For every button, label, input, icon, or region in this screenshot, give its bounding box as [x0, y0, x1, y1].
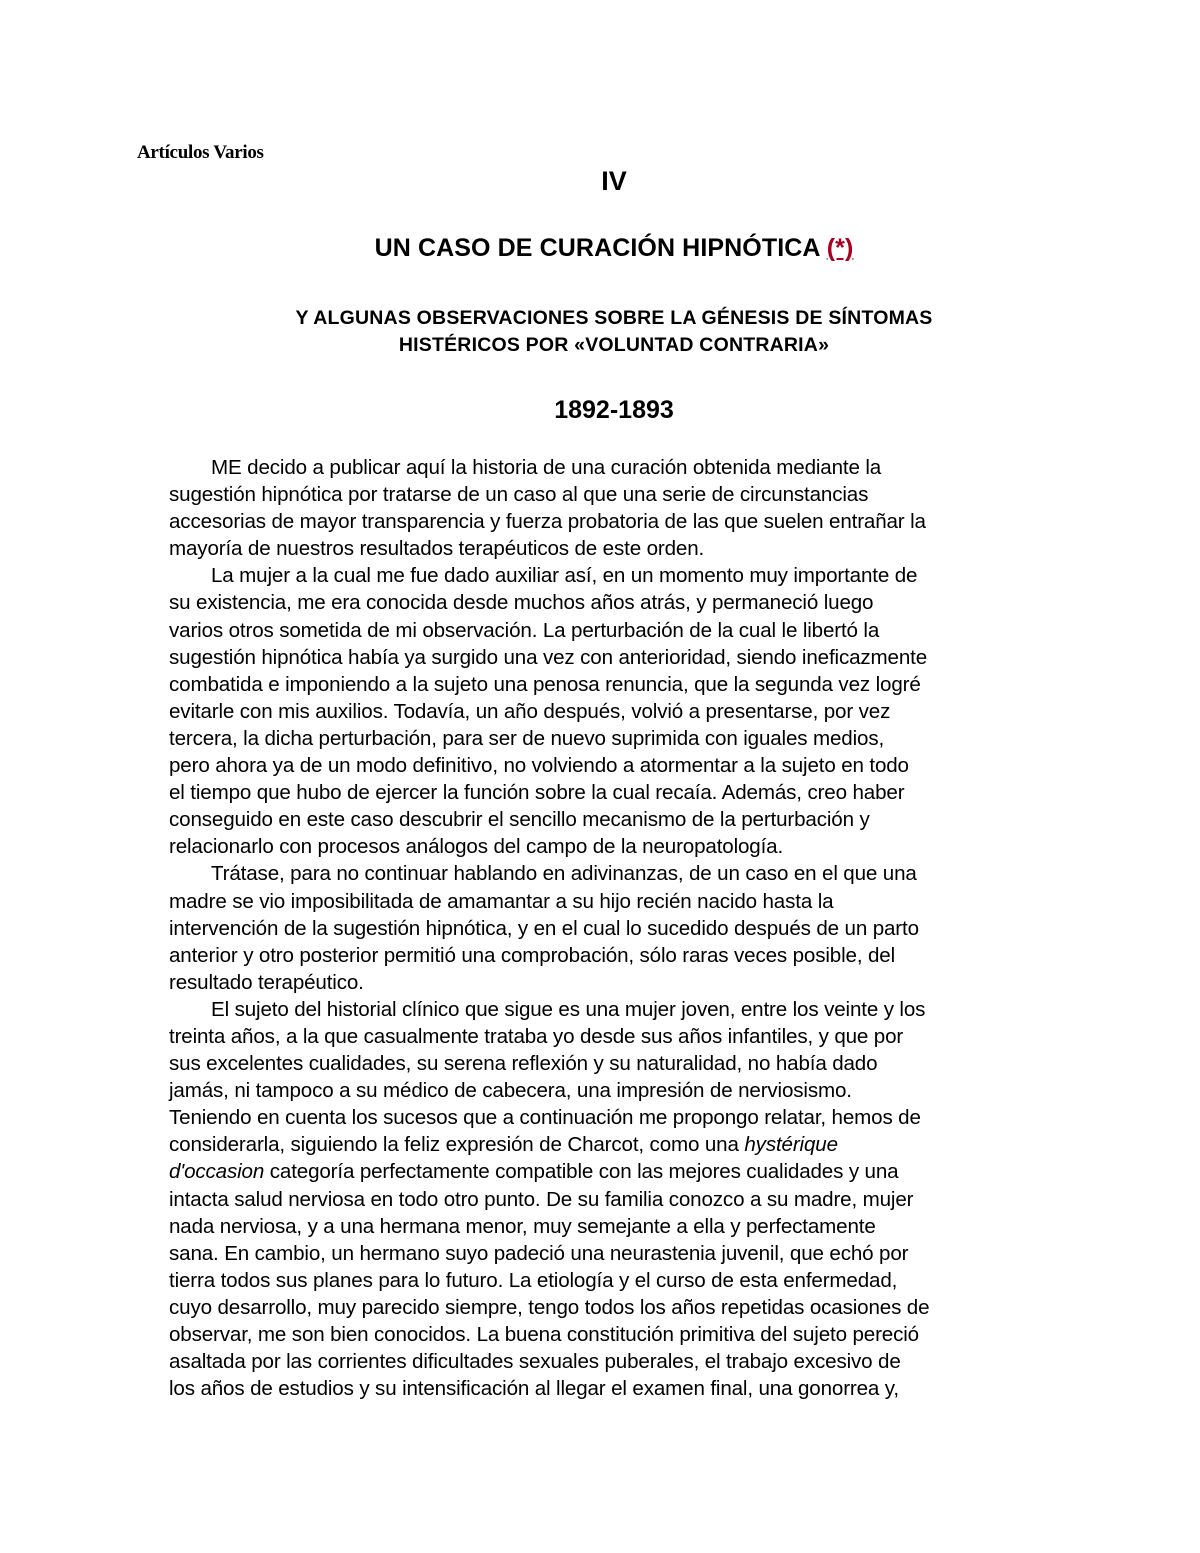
text-line: evitarle con mis auxilios. Todavía, un año después, volvió a presentarse, por vez	[169, 699, 891, 723]
paragraph-4	[169, 996, 1069, 1402]
text-line: observar, me son bien conocidos. La buena constitución primitiva del sujeto pereció	[169, 1323, 919, 1346]
text-line: los años de estudios y su intensificación al llegar el examen final, una gonorrea y,	[169, 1377, 899, 1401]
text-line: tierra todos sus planes para lo futuro. La etiología y el curso de esta enfermedad,	[169, 1268, 898, 1292]
text-segment: categoría perfectamente compatible con las mejores cualidades y una	[264, 1160, 899, 1184]
text-line: madre se vio imposibilitada de amamantar a su hijo recién nacido hasta la	[169, 889, 834, 913]
text-line: ME decido a publicar aquí la historia de una curación obtenida mediante la	[211, 456, 882, 479]
text-line: jamás, ni tampoco a su médico de cabecera, una impresión de nerviosismo.	[169, 1079, 852, 1103]
text-line: nada nerviosa, y a una hermana menor, muy semejante a ella y perfectamente	[169, 1214, 876, 1238]
text-segment: considerarla, siguiendo la feliz expresión de Charcot, como una	[169, 1133, 739, 1157]
text-line: Teniendo en cuenta los sucesos que a continuación me propongo relatar, hemos de	[169, 1106, 921, 1130]
italic-term: hystérique	[744, 1133, 838, 1157]
article-body	[169, 454, 1069, 1402]
text-line: pero ahora ya de un modo definitivo, no volviendo a atormentar a la sujeto en todo	[169, 754, 909, 778]
chapter-numeral: IV	[601, 166, 627, 196]
text-line: resultado terapéutico.	[169, 970, 364, 994]
italic-term: d'occasion	[169, 1160, 265, 1184]
text-line: sugestión hipnótica por tratarse de un caso al que una serie de circunstancias	[169, 483, 869, 507]
text-line: su existencia, me era conocida desde muchos años atrás, y permaneció luego	[169, 591, 874, 615]
text-line: intervención de la sugestión hipnótica, y en el cual lo sucedido después de un parto	[169, 916, 919, 940]
text-line: intacta salud nerviosa en todo otro punto. De su familia conozco a su madre, mujer	[169, 1187, 914, 1211]
text-line: La mujer a la cual me fue dado auxiliar así, en un momento muy importante de	[211, 564, 918, 588]
text-line	[169, 1131, 1069, 1158]
text-line: anterior y otro posterior permitió una comprobación, sólo raras veces posible, del	[169, 943, 896, 967]
text-line: mayoría de nuestros resultados terapéuticos de este orden.	[169, 537, 705, 561]
text-line: Trátase, para no continuar hablando en adivinanzas, de un caso en el que una	[211, 862, 917, 886]
article-subtitle	[0, 305, 1200, 359]
paragraph-1	[169, 454, 1069, 562]
text-line: el tiempo que hubo de ejercer la función sobre la cual recaía. Además, creo haber	[169, 781, 905, 805]
text-line: sana. En cambio, un hermano suyo padeció una neurastenia juvenil, que echó por	[169, 1241, 909, 1265]
article-years: 1892-1893	[554, 396, 674, 424]
text-line: tercera, la dicha perturbación, para ser de nuevo suprimida con iguales medios,	[169, 726, 885, 750]
footnote-link[interactable]: (*)	[826, 234, 854, 262]
text-line: El sujeto del historial clínico que sigue es una mujer joven, entre los veinte y los	[211, 997, 926, 1021]
text-line: varios otros sometida de mi observación. La perturbación de la cual le libertó la	[169, 618, 880, 642]
text-line: treinta años, a la que casualmente trataba yo desde sus años infantiles, y que por	[169, 1024, 904, 1048]
text-line: relacionarlo con procesos análogos del campo de la neuropatología.	[169, 835, 784, 859]
text-line: cuyo desarrollo, muy parecido siempre, tengo todos los años repetidas ocasiones de	[169, 1295, 930, 1319]
text-line: asaltada por las corrientes dificultades sexuales puberales, el trabajo excesivo de	[169, 1350, 901, 1374]
text-line: accesorias de mayor transparencia y fuerza probatoria de las que suelen entrañar la	[169, 510, 926, 534]
text-line: sugestión hipnótica había ya surgido una vez con anterioridad, siendo ineficazmente	[169, 645, 928, 669]
paragraph-3	[169, 860, 1069, 995]
paragraph-2	[169, 562, 1069, 860]
text-line: sus excelentes cualidades, su serena reflexión y su naturalidad, no había dado	[169, 1052, 878, 1076]
article-title-text: UN CASO DE CURACIÓN HIPNÓTICA	[374, 234, 820, 262]
subtitle-line-2: HISTÉRICOS POR «VOLUNTAD CONTRARIA»	[398, 334, 830, 356]
text-line	[169, 1158, 1069, 1185]
section-header: Artículos Varios	[137, 142, 264, 163]
text-line: conseguido en este caso descubrir el sencillo mecanismo de la perturbación y	[169, 808, 870, 832]
article-title	[0, 234, 1200, 263]
text-line: combatida e imponiendo a la sujeto una penosa renuncia, que la segunda vez logré	[169, 672, 921, 696]
subtitle-line-1: Y ALGUNAS OBSERVACIONES SOBRE LA GÉNESIS DE SÍNTOMAS	[295, 307, 933, 329]
